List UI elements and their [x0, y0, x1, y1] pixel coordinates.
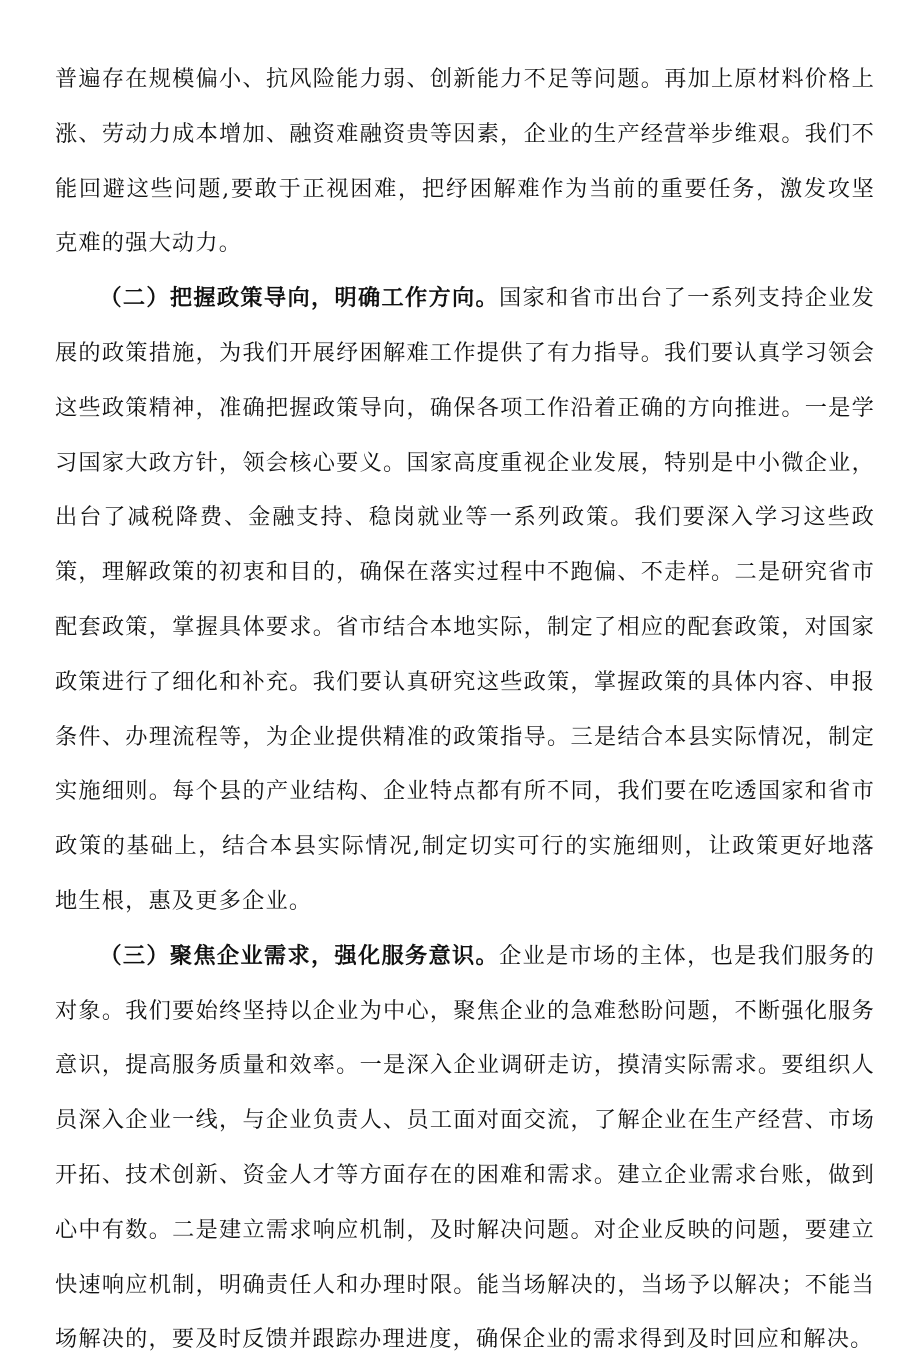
- paragraph-section-2: [55, 271, 875, 929]
- paragraph-text: 企业是市场的主体，也是我们服务的对象。我们要始终坚持以企业为中心，聚焦企业的急难愁盼问题，不断强化服务意识，提高服务质量和效率。一是深入企业调研走访，摸清实际需求。要组织人员深入企业一线，与企业负责人、员工面对面交流，了解企业在生产经营、市场开拓、技术创新、资金人才等方面存在的困难和需求。建立企业需求台账，做到心中有数。二是建立需求响应机制，及时解决问题。对企业反映的问题，要建立快速响应机制，明确责任人和办理时限。能当场解决的，当场予以解决；不能当场解决的，要及时反馈并跟踪办理进度，确保企业的需求得到及时回应和解决。: [55, 942, 876, 1353]
- paragraph-text: 普遍存在规模偏小、抗风险能力弱、创新能力不足等问题。再加上原材料价格上涨、劳动力成本增加、融资难融资贵等因素，企业的生产经营举步维艰。我们不能回避这些问题,要敢于正视困难，把纾困解难作为当前的重要任务，激发攻坚克难的强大动力。: [55, 66, 875, 257]
- paragraph-text: 国家和省市出台了一系列支持企业发展的政策措施，为我们开展纾困解难工作提供了有力指导。我们要认真学习领会这些政策精神，准确把握政策导向，确保各项工作沿着正确的方向推进。一是学习国家大政方针，领会核心要义。国家高度重视企业发展，特别是中小微企业，出台了减税降费、金融支持、稳岗就业等一系列政策。我们要深入学习这些政策，理解政策的初衷和目的，确保在落实过程中不跑偏、不走样。二是研究省市配套政策，掌握具体要求。省市结合本地实际，制定了相应的配套政策，对国家政策进行了细化和补充。我们要认真研究这些政策，掌握政策的具体内容、申报条件、办理流程等，为企业提供精准的政策指导。三是结合本县实际情况，制定实施细则。每个县的产业结构、企业特点都有所不同，我们要在吃透国家和省市政策的基础上，结合本县实际情况,制定切实可行的实施细则，让政策更好地落地生根，惠及更多企业。: [55, 285, 876, 914]
- paragraph-continuation: [55, 52, 875, 271]
- section-heading-3: （三）聚焦企业需求，强化服务意识。: [99, 942, 500, 969]
- section-heading-2: （二）把握政策导向，明确工作方向。: [99, 285, 500, 312]
- paragraph-section-3: [55, 929, 875, 1367]
- document-body: [55, 52, 875, 1367]
